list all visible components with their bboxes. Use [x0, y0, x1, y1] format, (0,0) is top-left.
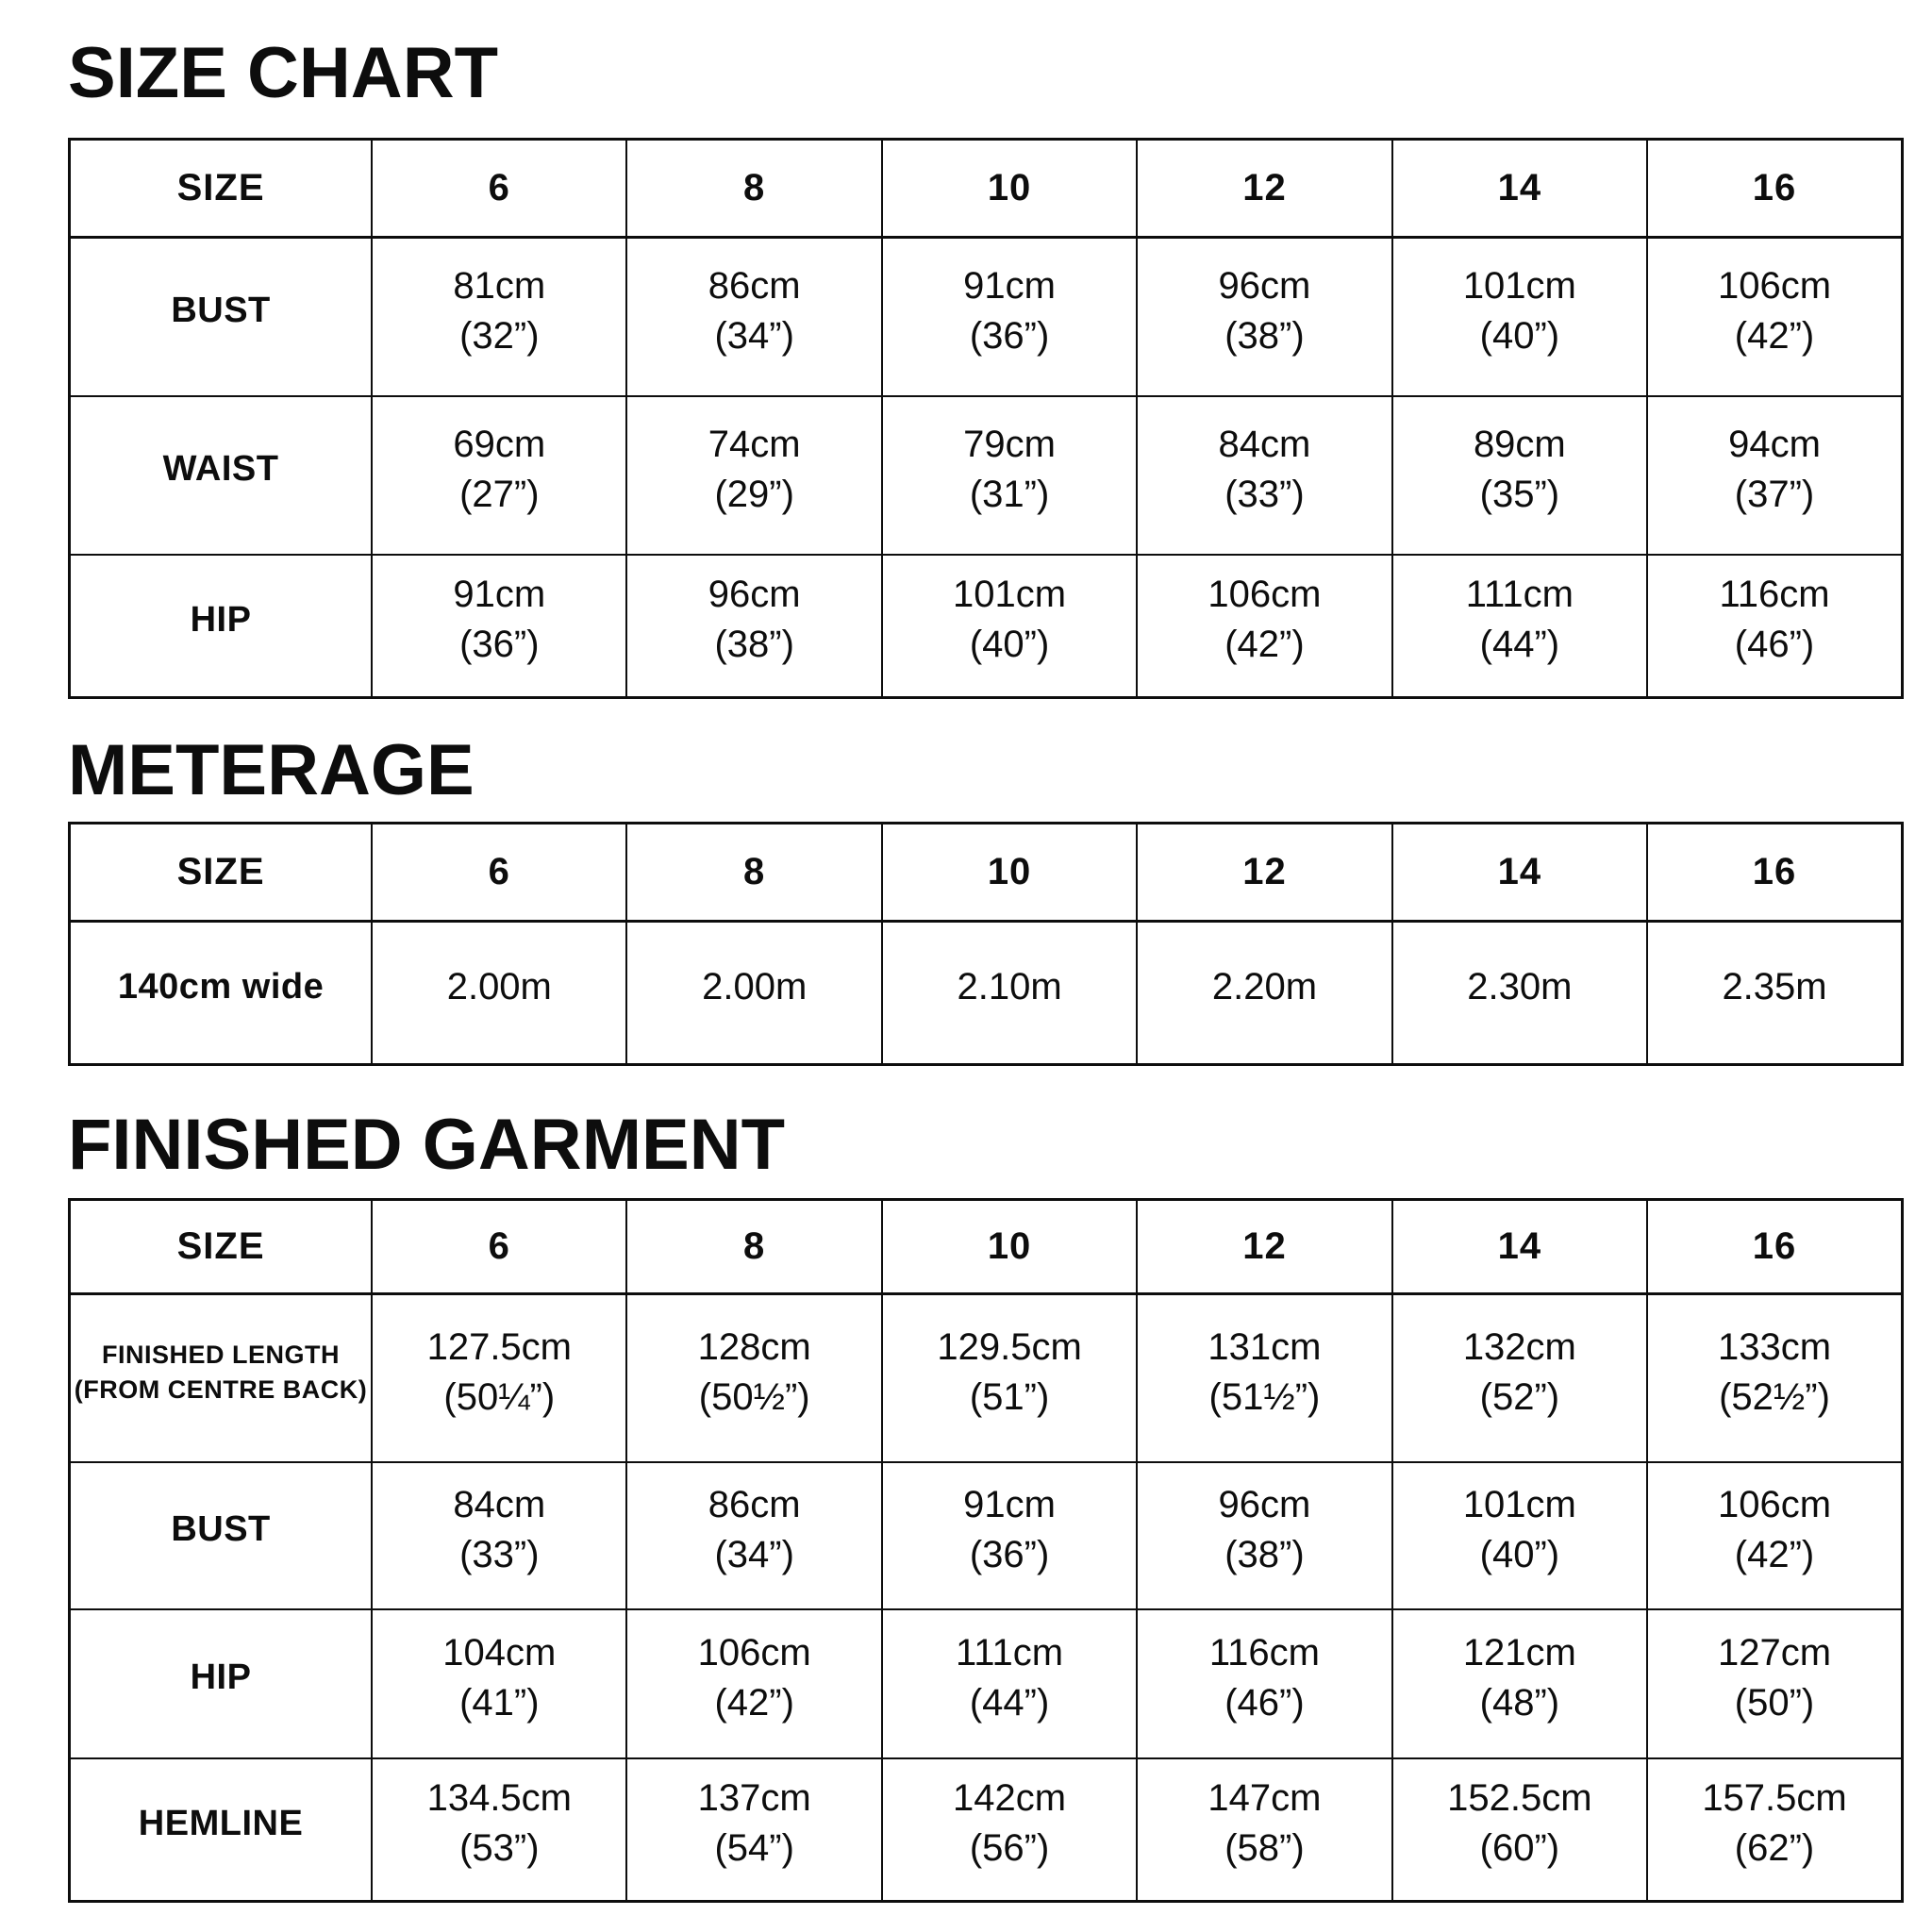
column-header-size: 6 — [372, 824, 626, 922]
value-metric: 2.20m — [1211, 966, 1318, 1008]
measurement-cell — [1647, 1609, 1902, 1758]
value-imperial: (41”) — [459, 1681, 540, 1724]
column-header-size: 10 — [882, 1200, 1137, 1294]
measurement-cell — [1137, 1609, 1391, 1758]
value-metric: 157.5cm — [1702, 1777, 1847, 1820]
value-imperial: (44”) — [1479, 624, 1560, 666]
value-metric: 152.5cm — [1447, 1777, 1592, 1820]
value-metric: 127.5cm — [426, 1325, 572, 1368]
value-imperial: (40”) — [969, 624, 1050, 666]
measurement-cell — [882, 1294, 1137, 1462]
value-metric: 74cm — [708, 423, 801, 465]
value-imperial: (31”) — [969, 473, 1050, 515]
value-metric: 91cm — [963, 1483, 1056, 1525]
header-row — [70, 1200, 1903, 1294]
value-imperial: (50¼”) — [443, 1375, 556, 1418]
value-imperial: (42”) — [1734, 314, 1815, 357]
row-label — [70, 1758, 373, 1902]
measurement-cell — [1392, 1609, 1647, 1758]
row-label-text: HEMLINE — [138, 1803, 304, 1843]
measurement-cell — [372, 1462, 626, 1609]
value-imperial: (27”) — [459, 473, 540, 515]
value-imperial: (42”) — [1224, 624, 1305, 666]
measurement-cell — [626, 922, 881, 1065]
measurement-cell — [1392, 1758, 1647, 1902]
value-imperial: (40”) — [1479, 1533, 1560, 1575]
value-imperial: (52”) — [1479, 1375, 1560, 1418]
value-metric: 106cm — [1717, 264, 1832, 307]
value-metric: 79cm — [963, 423, 1056, 465]
row-label-text: HIP — [190, 599, 252, 640]
column-header-size: 6 — [372, 140, 626, 238]
value-metric: 2.10m — [957, 966, 1062, 1008]
table-row — [70, 922, 1903, 1065]
column-header-size: 12 — [1137, 140, 1391, 238]
value-metric: 89cm — [1473, 423, 1566, 465]
column-header-size: 14 — [1392, 140, 1647, 238]
column-header-size: 8 — [626, 1200, 881, 1294]
value-metric: 106cm — [1208, 574, 1322, 616]
row-label-subtext: (FROM CENTRE BACK) — [74, 1374, 368, 1404]
value-imperial: (33”) — [459, 1533, 540, 1575]
size-header-label: SIZE — [70, 824, 373, 922]
meterage-title: METERAGE — [68, 730, 475, 810]
value-imperial: (33”) — [1224, 473, 1305, 515]
value-metric: 69cm — [453, 423, 546, 465]
measurement-cell — [1392, 238, 1647, 396]
measurement-cell — [1647, 1294, 1902, 1462]
measurement-cell — [1137, 1758, 1391, 1902]
value-metric: 81cm — [453, 264, 546, 307]
measurement-cell — [372, 922, 626, 1065]
measurement-cell — [1647, 922, 1902, 1065]
value-imperial: (58”) — [1224, 1827, 1305, 1870]
row-label — [70, 396, 373, 555]
measurement-cell — [882, 1462, 1137, 1609]
measurement-cell — [626, 396, 881, 555]
value-metric: 104cm — [442, 1631, 557, 1674]
size-header-label: SIZE — [70, 1200, 373, 1294]
value-metric: 131cm — [1208, 1325, 1322, 1368]
value-imperial: (38”) — [1224, 314, 1305, 357]
value-imperial: (42”) — [1734, 1533, 1815, 1575]
value-metric: 111cm — [1465, 574, 1574, 616]
value-metric: 91cm — [963, 264, 1056, 307]
value-imperial: (42”) — [714, 1681, 794, 1724]
measurement-cell — [626, 1294, 881, 1462]
column-header-size: 14 — [1392, 824, 1647, 922]
value-imperial: (36”) — [969, 1533, 1050, 1575]
measurement-cell — [1392, 1294, 1647, 1462]
value-imperial: (46”) — [1224, 1681, 1305, 1724]
value-metric: 127cm — [1717, 1631, 1832, 1674]
value-metric: 116cm — [1719, 574, 1830, 616]
measurement-cell — [372, 1609, 626, 1758]
row-label — [70, 1609, 373, 1758]
value-metric: 101cm — [953, 574, 1067, 616]
value-imperial: (44”) — [969, 1681, 1050, 1724]
measurement-cell — [882, 238, 1137, 396]
value-metric: 84cm — [453, 1483, 546, 1525]
value-imperial: (38”) — [1224, 1533, 1305, 1575]
value-imperial: (38”) — [714, 624, 794, 666]
value-metric: 111cm — [956, 1631, 1064, 1674]
table-row — [70, 1462, 1903, 1609]
value-imperial: (56”) — [969, 1827, 1050, 1870]
measurement-cell — [372, 1758, 626, 1902]
row-label — [70, 238, 373, 396]
size-chart-table — [68, 138, 1904, 699]
measurement-cell — [626, 238, 881, 396]
value-imperial: (62”) — [1734, 1827, 1815, 1870]
value-imperial: (52½”) — [1719, 1375, 1830, 1418]
row-label — [70, 555, 373, 698]
value-imperial: (54”) — [714, 1827, 794, 1870]
value-metric: 2.00m — [446, 966, 552, 1008]
measurement-cell — [1647, 1462, 1902, 1609]
measurement-cell — [1137, 1462, 1391, 1609]
row-label-text: FINISHED LENGTH — [102, 1341, 341, 1370]
measurement-cell — [626, 1609, 881, 1758]
measurement-cell — [1137, 238, 1391, 396]
value-metric: 106cm — [1717, 1483, 1832, 1525]
row-label — [70, 1462, 373, 1609]
value-metric: 94cm — [1728, 423, 1821, 465]
value-metric: 134.5cm — [426, 1777, 572, 1820]
row-label-text: BUST — [171, 291, 271, 331]
column-header-size: 6 — [372, 1200, 626, 1294]
measurement-cell — [1137, 1294, 1391, 1462]
measurement-cell — [1392, 922, 1647, 1065]
value-metric: 121cm — [1462, 1631, 1576, 1674]
value-metric: 128cm — [697, 1325, 811, 1368]
column-header-size: 12 — [1137, 1200, 1391, 1294]
row-label-text: 140cm wide — [117, 967, 325, 1007]
header-row — [70, 140, 1903, 238]
value-metric: 96cm — [708, 574, 801, 616]
measurement-cell — [1137, 396, 1391, 555]
value-imperial: (51½”) — [1208, 1375, 1321, 1418]
value-imperial: (60”) — [1479, 1827, 1560, 1870]
value-imperial: (50½”) — [698, 1375, 810, 1418]
value-imperial: (37”) — [1734, 473, 1815, 515]
row-label — [70, 1294, 373, 1462]
value-metric: 86cm — [708, 1483, 801, 1525]
value-imperial: (40”) — [1479, 314, 1560, 357]
measurement-cell — [1137, 555, 1391, 698]
value-metric: 2.35m — [1722, 966, 1827, 1008]
column-header-size: 14 — [1392, 1200, 1647, 1294]
value-metric: 96cm — [1218, 264, 1311, 307]
value-imperial: (34”) — [714, 1533, 794, 1575]
value-metric: 132cm — [1462, 1325, 1576, 1368]
column-header-size: 10 — [882, 140, 1137, 238]
meterage-table — [68, 822, 1904, 1066]
measurement-cell — [882, 922, 1137, 1065]
value-metric: 101cm — [1462, 264, 1576, 307]
value-metric: 147cm — [1208, 1777, 1322, 1820]
value-imperial: (35”) — [1479, 473, 1560, 515]
row-label-text: BUST — [171, 1509, 271, 1549]
row-label-text: HIP — [190, 1657, 252, 1697]
value-metric: 101cm — [1462, 1483, 1576, 1525]
column-header-size: 16 — [1647, 824, 1902, 922]
measurement-cell — [882, 396, 1137, 555]
measurement-cell — [882, 1609, 1137, 1758]
table-row — [70, 1758, 1903, 1902]
measurement-cell — [626, 555, 881, 698]
row-label — [70, 922, 373, 1065]
value-imperial: (34”) — [714, 314, 794, 357]
value-imperial: (36”) — [459, 624, 540, 666]
row-label-text: WAIST — [162, 449, 279, 489]
column-header-size: 8 — [626, 824, 881, 922]
value-metric: 96cm — [1218, 1483, 1311, 1525]
measurement-cell — [626, 1758, 881, 1902]
measurement-cell — [1392, 555, 1647, 698]
measurement-cell — [1647, 1758, 1902, 1902]
value-imperial: (50”) — [1734, 1681, 1815, 1724]
size-chart-title: SIZE CHART — [68, 33, 498, 113]
measurement-cell — [372, 238, 626, 396]
measurement-cell — [1392, 396, 1647, 555]
measurement-cell — [1392, 1462, 1647, 1609]
value-imperial: (51”) — [969, 1375, 1050, 1418]
table-row — [70, 396, 1903, 555]
value-metric: 106cm — [697, 1631, 811, 1674]
value-imperial: (32”) — [459, 314, 540, 357]
table-row — [70, 1609, 1903, 1758]
value-metric: 84cm — [1218, 423, 1311, 465]
value-imperial: (46”) — [1734, 624, 1815, 666]
measurement-cell — [1647, 396, 1902, 555]
size-header-label: SIZE — [70, 140, 373, 238]
value-metric: 142cm — [953, 1777, 1067, 1820]
finished-garment-title: FINISHED GARMENT — [68, 1105, 785, 1185]
measurement-cell — [882, 555, 1137, 698]
value-imperial: (48”) — [1479, 1681, 1560, 1724]
table-row — [70, 555, 1903, 698]
value-metric: 116cm — [1208, 1631, 1320, 1674]
value-imperial: (36”) — [969, 314, 1050, 357]
measurement-cell — [372, 1294, 626, 1462]
value-metric: 91cm — [453, 574, 546, 616]
measurement-cell — [882, 1758, 1137, 1902]
value-metric: 2.00m — [702, 966, 808, 1008]
measurement-cell — [372, 396, 626, 555]
column-header-size: 12 — [1137, 824, 1391, 922]
column-header-size: 10 — [882, 824, 1137, 922]
value-imperial: (53”) — [459, 1827, 540, 1870]
finished-garment-table — [68, 1198, 1904, 1903]
column-header-size: 16 — [1647, 1200, 1902, 1294]
value-metric: 137cm — [697, 1777, 811, 1820]
column-header-size: 16 — [1647, 140, 1902, 238]
measurement-cell — [1647, 238, 1902, 396]
value-metric: 133cm — [1717, 1325, 1832, 1368]
measurement-cell — [626, 1462, 881, 1609]
column-header-size: 8 — [626, 140, 881, 238]
value-metric: 86cm — [708, 264, 801, 307]
value-metric: 2.30m — [1467, 966, 1573, 1008]
value-imperial: (29”) — [714, 473, 794, 515]
table-row — [70, 1294, 1903, 1462]
table-row — [70, 238, 1903, 396]
measurement-cell — [1647, 555, 1902, 698]
header-row — [70, 824, 1903, 922]
measurement-cell — [372, 555, 626, 698]
measurement-cell — [1137, 922, 1391, 1065]
value-metric: 129.5cm — [937, 1325, 1082, 1368]
